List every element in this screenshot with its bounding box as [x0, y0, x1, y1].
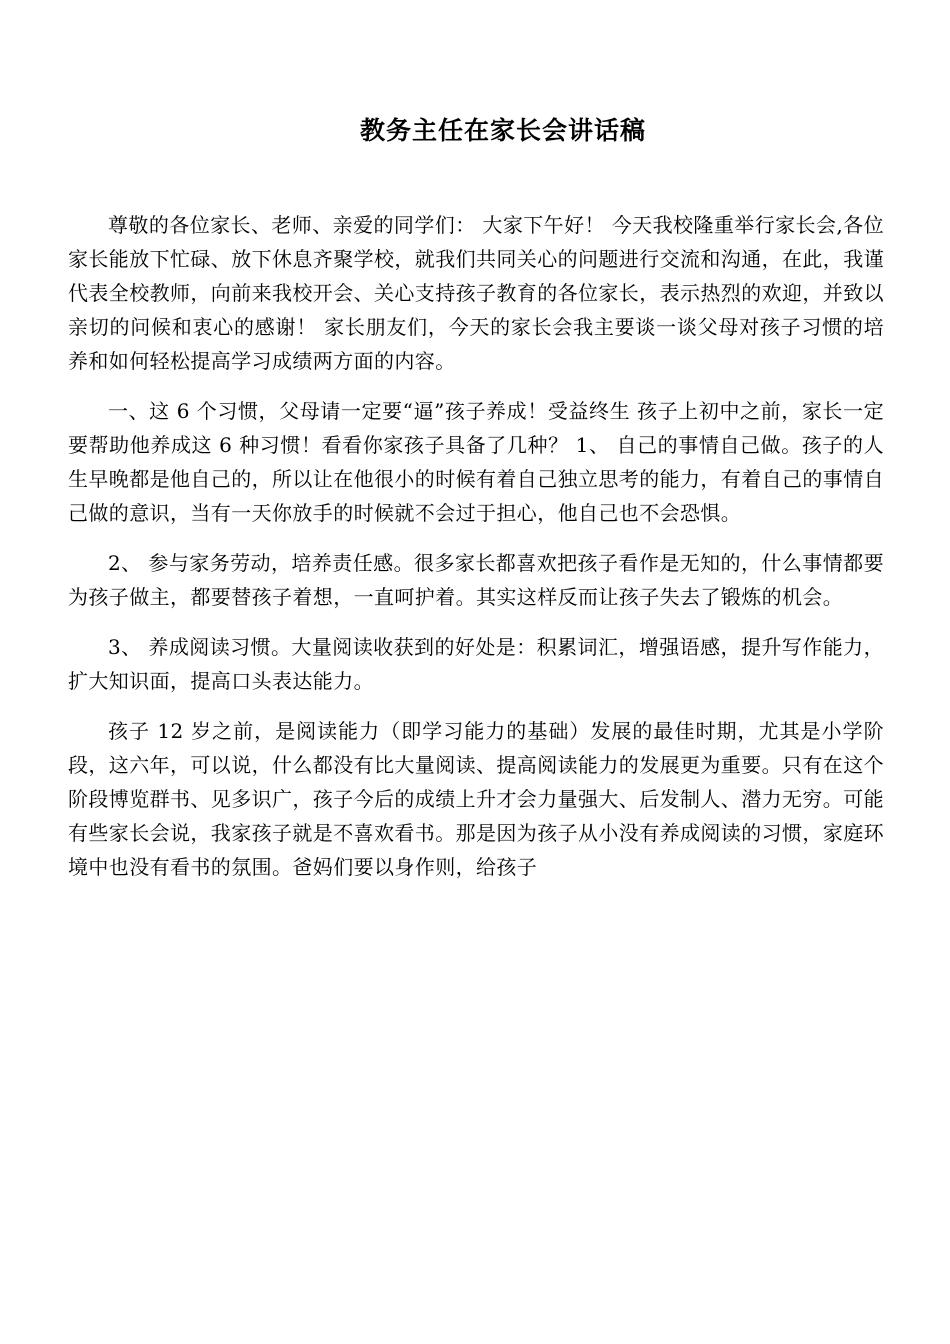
- paragraph-habit-2: 2、 参与家务劳动，培养责任感。很多家长都喜欢把孩子看作是无知的，什么事情都要为孩子做主，都要替孩子着想，一直呵护着。其实这样反而让孩子失去了锻炼的机会。: [68, 551, 884, 609]
- paragraph-habit-3: 3、 养成阅读习惯。大量阅读收获到的好处是：积累词汇，增强语感，提升写作能力，扩大知识面，提高口头表达能力。: [68, 635, 884, 693]
- paragraph-habit-1: 一、这 6 个习惯，父母请一定要“逼”孩子养成！受益终生 孩子上初中之前，家长一定要帮助他养成这 6 种习惯！看看你家孩子具备了几种？ 1、 自己的事情自己做。孩子的人生早晚都是他自己的，所以让在他很小的时候有着自己独立思考的能力，有着自己的事情自己做的意识，当有一天你放手的时候就不会过于担心，他自己也不会恐惧。: [68, 399, 884, 525]
- paragraph-reading-age: 孩子 12 岁之前，是阅读能力（即学习能力的基础）发展的最佳时期，尤其是小学阶段，这六年，可以说，什么都没有比大量阅读、提高阅读能力的发展更为重要。只有在这个阶段博览群书、见多识广，孩子今后的成绩上升才会力量强大、后发制人、潜力无穷。可能有些家长会说，我家孩子就是不喜欢看书。那是因为孩子从小没有养成阅读的习惯，家庭环境中也没有看书的氛围。爸妈们要以身作则，给孩子: [68, 719, 884, 879]
- document-body: [68, 208, 884, 900]
- document-title: 教务主任在家长会讲话稿: [359, 115, 646, 145]
- paragraph-greeting: 尊敬的各位家长、老师、亲爱的同学们： 大家下午好！ 今天我校隆重举行家长会,各位家长能放下忙碌、放下休息齐聚学校，就我们共同关心的问题进行交流和沟通，在此，我谨代表全校教师，向前来我校开会、关心支持孩子教育的各位家长，表示热烈的欢迎，并致以亲切的问候和衷心的感谢！ 家长朋友们，今天的家长会我主要谈一谈父母对孩子习惯的培养和如何轻松提高学习成绩两方面的内容。: [68, 213, 884, 373]
